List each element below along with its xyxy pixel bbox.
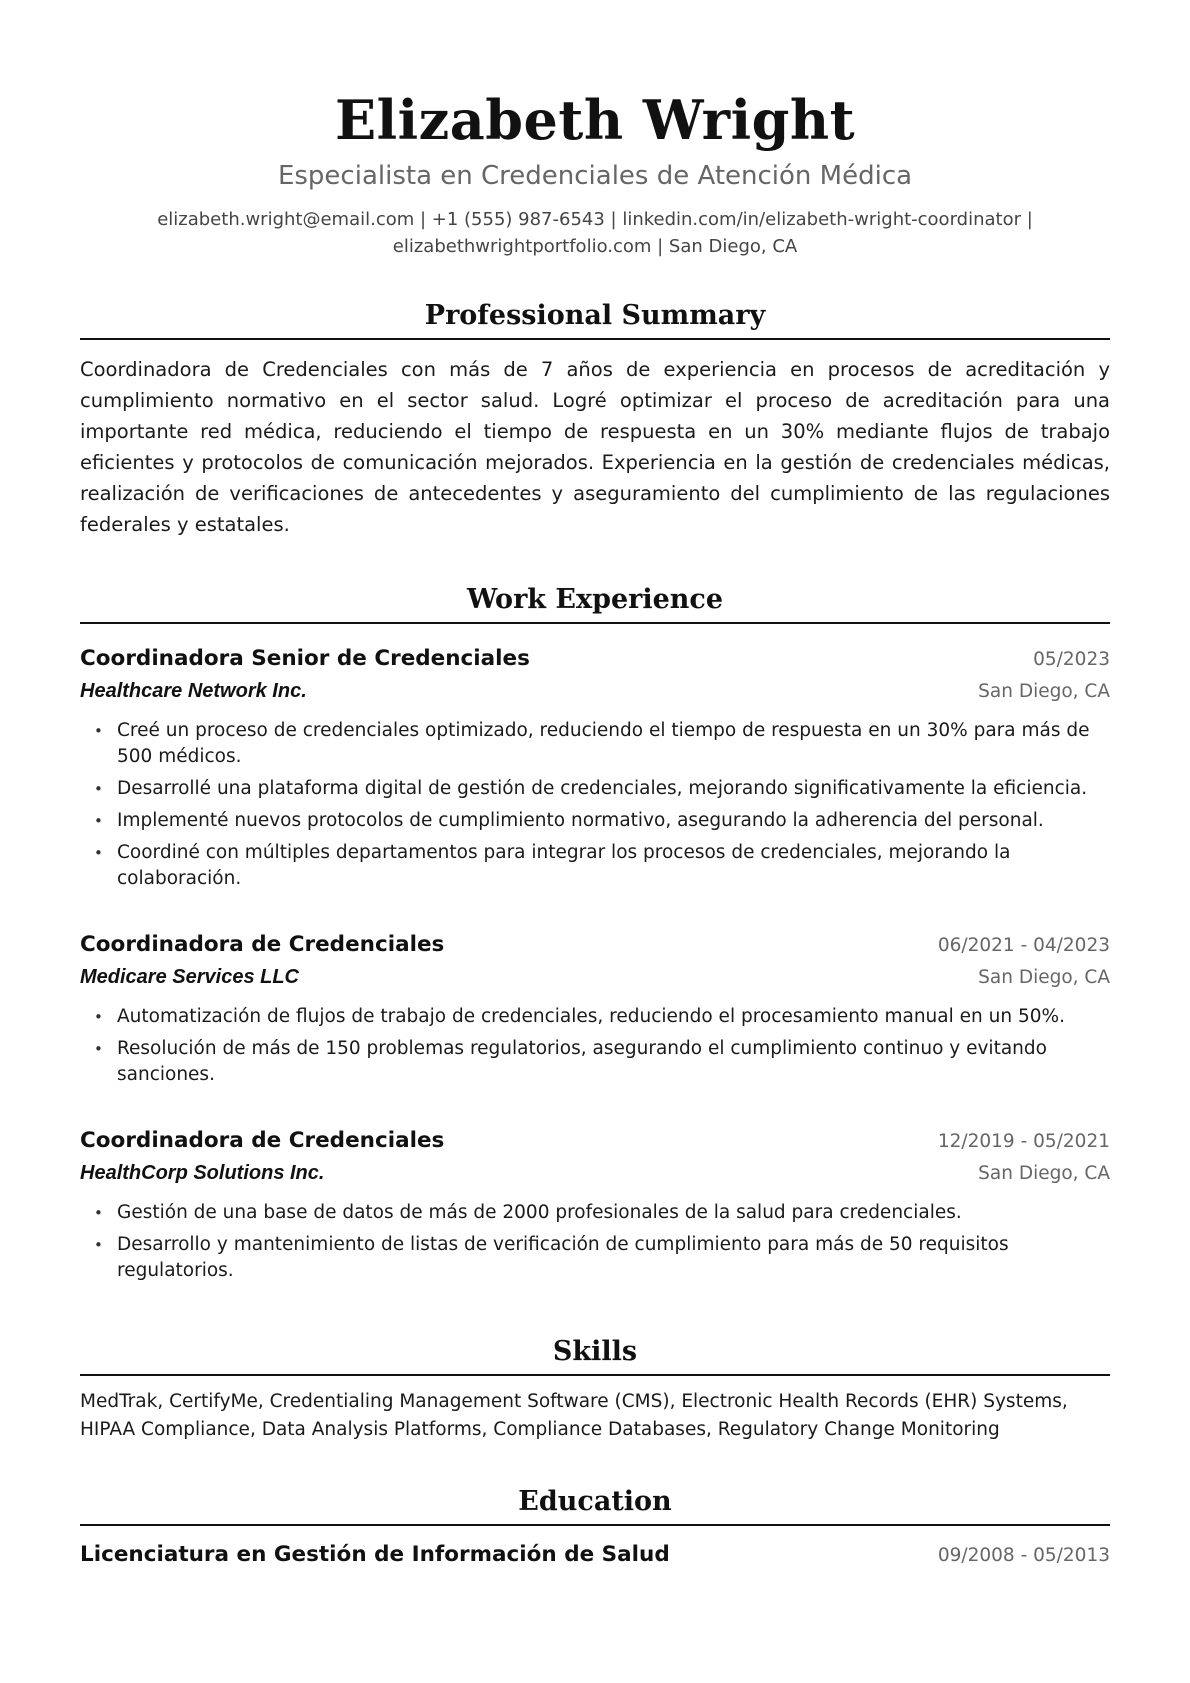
job-title: Coordinadora de Credenciales <box>80 932 445 957</box>
job-bullet: • Creé un proceso de credenciales optimizado, reduciendo el tiempo de respuesta en un 30% para más de 500 médicos. <box>80 718 1110 770</box>
job-entry <box>80 930 1110 1088</box>
contact-line-2: elizabethwrightportfolio.com | San Diego, CA <box>392 236 798 257</box>
education-heading: Education <box>80 1484 1110 1526</box>
job-title: Coordinadora Senior de Credenciales <box>80 646 530 671</box>
job-date: 05/2023 <box>1033 649 1110 670</box>
skills-text: MedTrak, CertifyMe, Credentialing Management Software (CMS), Electronic Health Records (EHR) Systems, HIPAA Compliance, Data Analysis Platforms, Compliance Databases, Regulatory Change Monitoring <box>80 1391 1068 1440</box>
job-title: Coordinadora de Credenciales <box>80 1128 445 1153</box>
job-entry <box>80 644 1110 892</box>
skills-section <box>80 1334 1110 1444</box>
summary-heading: Professional Summary <box>80 298 1110 340</box>
job-location: San Diego, CA <box>978 681 1110 702</box>
job-entry <box>80 1126 1110 1284</box>
job-bullet: • Gestión de una base de datos de más de 2000 profesionales de la salud para credenciales. <box>80 1200 1110 1226</box>
job-date: 12/2019 - 05/2021 <box>937 1131 1110 1152</box>
job-location: San Diego, CA <box>978 1163 1110 1184</box>
job-bullets <box>80 718 1110 892</box>
job-bullet: • Coordiné con múltiples departamentos para integrar los procesos de credenciales, mejorando la colaboración. <box>80 840 1110 892</box>
candidate-name: Elizabeth Wright <box>334 88 856 152</box>
job-bullet: • Implementé nuevos protocolos de cumplimiento normativo, asegurando la adherencia del personal. <box>80 808 1110 834</box>
contact-info <box>80 206 1110 260</box>
job-bullet: • Desarrollo y mantenimiento de listas de verificación de cumplimiento para más de 50 requisitos regulatorios. <box>80 1232 1110 1284</box>
experience-section <box>80 582 1110 1284</box>
job-location: San Diego, CA <box>978 967 1110 988</box>
job-bullets <box>80 1004 1110 1088</box>
job-date: 06/2021 - 04/2023 <box>937 935 1110 956</box>
contact-line-1: elizabeth.wright@email.com | +1 (555) 987-6543 | linkedin.com/in/elizabeth-wright-coordinator | <box>157 209 1033 230</box>
skills-heading: Skills <box>80 1334 1110 1376</box>
job-bullet: • Automatización de flujos de trabajo de credenciales, reduciendo el procesamiento manual en un 50%. <box>80 1004 1110 1030</box>
summary-text: Coordinadora de Credenciales con más de 7 años de experiencia en procesos de acreditación y cumplimiento normativo en el sector salud. Logré optimizar el proceso de acreditación para una importante red médica, reduciendo el tiempo de respuesta en un 30% mediante flujos de trabajo eficientes y protocolos de comunicación mejorados. Experiencia en la gestión de credenciales médicas, realización de verificaciones de antecedentes y aseguramiento del cumplimiento de las regulaciones federales y estatales. <box>80 358 1110 536</box>
education-section <box>80 1484 1110 1571</box>
education-degree: Licenciatura en Gestión de Información de Salud <box>80 1542 670 1567</box>
job-bullet: • Desarrollé una plataforma digital de gestión de credenciales, mejorando significativamente la eficiencia. <box>80 776 1110 802</box>
job-company: Healthcare Network Inc. <box>80 680 307 702</box>
job-bullet: • Resolución de más de 150 problemas regulatorios, asegurando el cumplimiento continuo y evitando sanciones. <box>80 1036 1110 1088</box>
education-entry <box>80 1540 1110 1571</box>
candidate-headline: Especialista en Credenciales de Atención Médica <box>277 161 913 191</box>
job-company: HealthCorp Solutions Inc. <box>80 1162 325 1184</box>
summary-section <box>80 298 1110 540</box>
job-company: Medicare Services LLC <box>80 966 299 988</box>
education-date: 09/2008 - 05/2013 <box>937 1545 1110 1566</box>
experience-heading: Work Experience <box>80 582 1110 624</box>
job-bullets <box>80 1200 1110 1284</box>
